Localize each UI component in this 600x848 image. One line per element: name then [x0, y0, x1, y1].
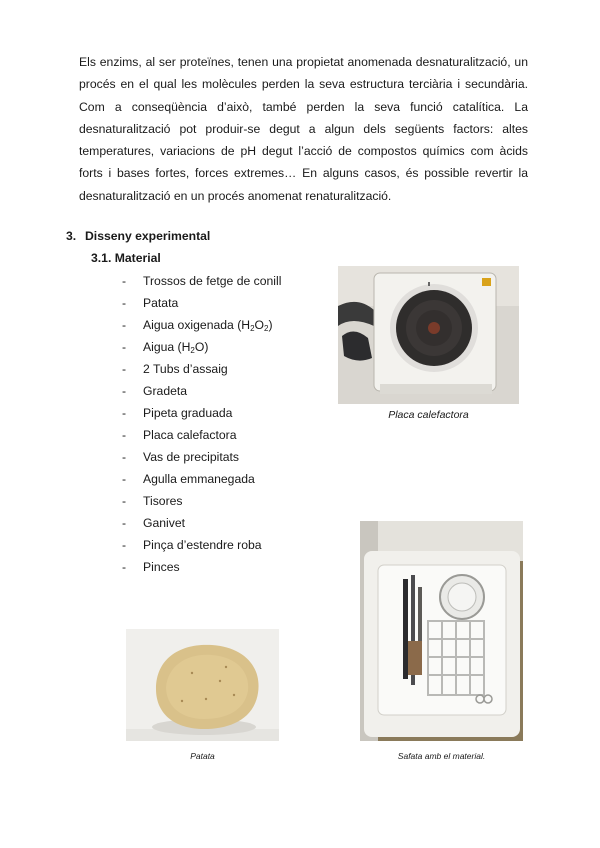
tray-caption: Safata amb el material.	[397, 751, 486, 761]
list-marker: -	[122, 362, 127, 376]
material-name-part: O	[254, 318, 264, 332]
material-name-part: O)	[194, 340, 209, 354]
list-item	[122, 556, 281, 578]
list-item	[122, 424, 281, 446]
section-title: Disseny experimental	[85, 229, 211, 243]
list-item	[122, 358, 281, 380]
material-name: Aigua (H	[143, 340, 191, 354]
subscript: 2	[264, 324, 269, 333]
material-name: Patata	[143, 296, 179, 310]
material-name: Vas de precipitats	[143, 450, 239, 464]
list-marker: -	[122, 560, 127, 574]
list-item	[122, 468, 281, 490]
list-marker: -	[122, 516, 127, 530]
list-marker: -	[122, 274, 127, 288]
hotplate-caption: Placa calefactora	[388, 409, 469, 421]
list-item	[122, 270, 281, 292]
list-item	[122, 402, 281, 424]
material-name: 2 Tubs d’assaig	[143, 362, 228, 376]
subscript: 2	[250, 324, 255, 333]
material-name: Pipeta graduada	[143, 406, 233, 420]
material-name: Ganivet	[143, 516, 186, 530]
potato-photo	[126, 629, 279, 741]
section-heading	[66, 229, 210, 243]
list-marker: -	[122, 494, 127, 508]
list-item	[122, 534, 281, 556]
list-marker: -	[122, 450, 127, 464]
material-name: Aigua oxigenada (H	[143, 318, 251, 332]
list-item	[122, 512, 281, 534]
list-marker: -	[122, 472, 127, 486]
material-name: Gradeta	[143, 384, 188, 398]
list-item	[122, 446, 281, 468]
tray-photo	[360, 521, 523, 741]
list-marker: -	[122, 296, 127, 310]
section-number: 3.	[66, 229, 77, 243]
list-item	[122, 314, 281, 336]
material-name: Placa calefactora	[143, 428, 237, 442]
list-marker: -	[122, 538, 127, 552]
list-marker: -	[122, 384, 127, 398]
potato-caption: Patata	[190, 751, 215, 761]
list-marker: -	[122, 318, 127, 332]
list-marker: -	[122, 406, 127, 420]
subsection-heading: 3.1. Material	[91, 251, 161, 265]
subscript: 2	[190, 346, 195, 355]
material-name: Agulla emmanegada	[143, 472, 255, 486]
material-name: Trossos de fetge de conill	[143, 274, 282, 288]
list-marker: -	[122, 340, 127, 354]
list-item	[122, 292, 281, 314]
materials-list	[122, 270, 281, 578]
list-marker: -	[122, 428, 127, 442]
hotplate-photo	[338, 266, 519, 404]
material-name: Pinça d’estendre roba	[143, 538, 262, 552]
list-item	[122, 380, 281, 402]
material-name: Pinces	[143, 560, 180, 574]
material-name-part: )	[268, 318, 273, 332]
intro-paragraph: Els enzims, al ser proteïnes, tenen una propietat anomenada desnaturalització, un procés en el qual les molècules perden la seva estructura terciària i secundària. Com a conseqüència d’això, també perden la seva funció catalítica. La desnaturalització pot produir-se degut a algun dels següents factors: altes temperatures, variacions de pH degut l’acció de compostos químics com àcids forts i bases fortes, forces extremes… En alguns casos, és possible revertir la desnaturalització en un procés anomenat renaturalització.	[79, 55, 528, 203]
list-item	[122, 336, 281, 358]
material-name: Tisores	[143, 494, 183, 508]
list-item	[122, 490, 281, 512]
